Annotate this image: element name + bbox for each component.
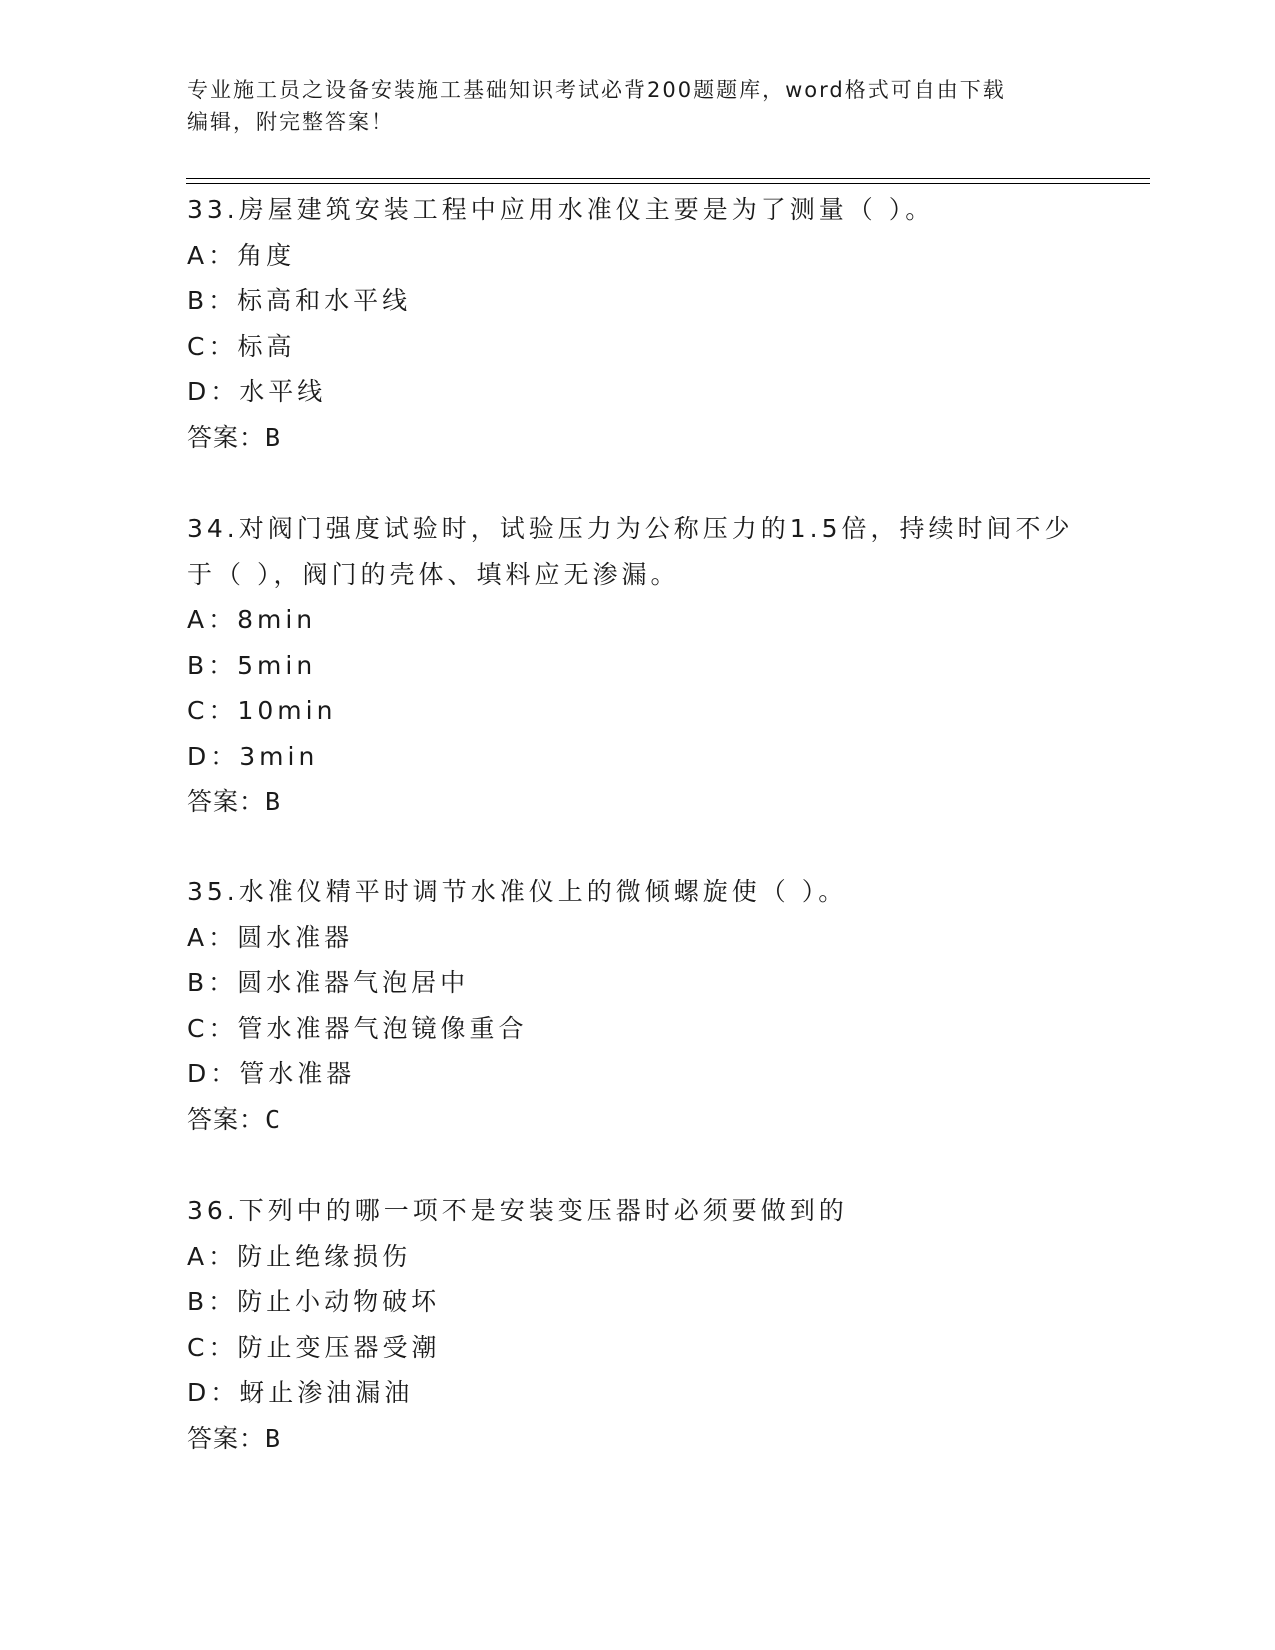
option-a: A：角度 — [187, 240, 296, 270]
answer-value: B — [265, 1423, 281, 1453]
answer-label: 答案： — [187, 422, 266, 452]
question-block — [187, 187, 1087, 460]
question-block — [187, 506, 1087, 825]
question-stem: 35.水准仪精平时调节水准仪上的微倾螺旋使（ ）。 — [187, 877, 848, 906]
option-c: C：标高 — [187, 331, 296, 361]
question-stem: 33.房屋建筑安装工程中应用水准仪主要是为了测量（ ）。 — [187, 195, 935, 224]
question-stem: 34.对阀门强度试验时，试验压力为公称压力的1.5倍，持续时间不少 — [187, 514, 1074, 543]
header-divider-bottom — [186, 183, 1150, 184]
answer-label: 答案： — [187, 1104, 266, 1134]
header-line-1: 专业施工员之设备安装施工基础知识考试必背200题题库，word格式可自由下载 — [187, 78, 1006, 102]
answer-value: B — [265, 787, 281, 816]
option-d: D：3min — [187, 741, 319, 771]
answer-value: B — [265, 422, 281, 452]
option-c: C：防止变压器受潮 — [187, 1332, 441, 1362]
answer-label: 答案： — [187, 787, 266, 816]
answer-line — [187, 779, 1087, 825]
option-a: A：防止绝缘损伤 — [187, 1241, 412, 1271]
answer-line — [187, 415, 1087, 461]
question-block — [187, 869, 1087, 1142]
question-block — [187, 1188, 1087, 1461]
option-d: D：管水准器 — [187, 1059, 356, 1088]
header-line-2: 编辑，附完整答案！ — [187, 110, 394, 134]
header-divider-top — [186, 178, 1150, 179]
option-c: C：10min — [187, 696, 337, 725]
answer-line — [187, 1416, 1087, 1462]
answer-label: 答案： — [187, 1423, 266, 1453]
option-b: B：标高和水平线 — [187, 286, 412, 315]
option-d: D：水平线 — [187, 377, 327, 406]
option-d: D：蚜止渗油漏油 — [187, 1378, 414, 1407]
option-b: B：5min — [187, 650, 317, 680]
answer-value: C — [265, 1104, 281, 1134]
option-c: C：管水准器气泡镜像重合 — [187, 1013, 528, 1043]
option-a: A：圆水准器 — [187, 922, 354, 952]
option-a: A：8min — [187, 605, 317, 634]
option-b: B：防止小动物破坏 — [187, 1287, 441, 1316]
option-b: B：圆水准器气泡居中 — [187, 968, 470, 997]
document-header — [187, 74, 1087, 138]
answer-line — [187, 1097, 1087, 1143]
question-stem: 36.下列中的哪一项不是安装变压器时必须要做到的 — [187, 1196, 848, 1225]
question-stem-continued: 于（ ），阀门的壳体、填料应无渗漏。 — [187, 559, 680, 589]
